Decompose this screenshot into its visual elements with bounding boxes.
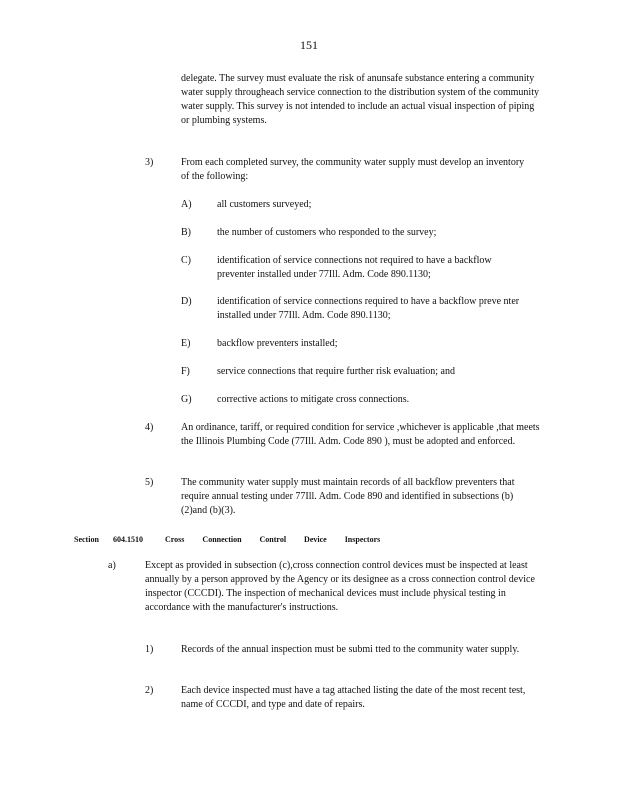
item-text: An ordinance, tariff, or required condition for service ,whichever is applicable ,that meets the Illinois Plumbing Code (77Ill. Adm. Code 890 ), must be adopted and enforced. — [181, 422, 540, 447]
section-label: Section — [74, 535, 99, 544]
subitem-letter: F) — [181, 366, 190, 377]
subitem-letter: B) — [181, 227, 191, 238]
section-number: 604.1510 — [113, 535, 143, 544]
item-number: 4) — [145, 422, 154, 433]
subitem-text: service connections that require further risk evaluation; and — [217, 366, 455, 377]
subitem-letter: C) — [181, 255, 191, 266]
item-text: The community water supply must maintain records of all backflow preventers that require annual testing under 77Ill. Adm. Code 890 and identified in subsections (b)(2)and (b)(3). — [181, 477, 515, 516]
item-number: 1) — [145, 644, 154, 655]
subitem-letter: D) — [181, 296, 192, 307]
subitem-text: the number of customers who responded to the survey; — [217, 227, 437, 238]
subitem-text: all customers surveyed; — [217, 199, 312, 210]
subitem-letter: G) — [181, 394, 192, 405]
item-number: 2) — [145, 685, 154, 696]
paragraph-text: Except as provided in subsection (c),cross connection control devices must be inspected at least annually by a person approved by the Agency or its designee as a cross connection control device inspector (CCCDI). The inspection of mechanical devices must include physical testing in accordance with the manufacturer's instructions. — [145, 560, 535, 613]
subitem-text: identification of service connections not required to have a backflow preventer installed under 77Ill. Adm. Code 890.1130; — [217, 255, 492, 280]
item-number: 3) — [145, 157, 154, 168]
subitem-text: identification of service connections required to have a backflow preve nter installed under 77Ill. Adm. Code 890.1130; — [217, 296, 520, 321]
item-number: 5) — [145, 477, 154, 488]
subitem-letter: A) — [181, 199, 192, 210]
paragraph-letter: a) — [108, 560, 116, 571]
item-text: Records of the annual inspection must be submi tted to the community water supply. — [181, 644, 520, 655]
item-text: From each completed survey, the community water supply must develop an inventory of the following: — [181, 157, 525, 182]
section-title: Cross Connection Control Device Inspectors — [165, 535, 381, 544]
subitem-text: corrective actions to mitigate cross connections. — [217, 394, 410, 405]
item-text: Each device inspected must have a tag attached listing the date of the most recent test, name of CCCDI, and type and date of repairs. — [181, 685, 526, 710]
subitem-text: backflow preventers installed; — [217, 338, 338, 349]
intro-paragraph: delegate. The survey must evaluate the risk of anunsafe substance entering a community water supply throughеach service connection to the distribution system of the community water supply. This survey is not intended to include an actual visual inspection of piping or plumbing systems. — [181, 73, 539, 126]
page-number: 151 — [300, 38, 318, 52]
subitem-letter: E) — [181, 338, 191, 349]
